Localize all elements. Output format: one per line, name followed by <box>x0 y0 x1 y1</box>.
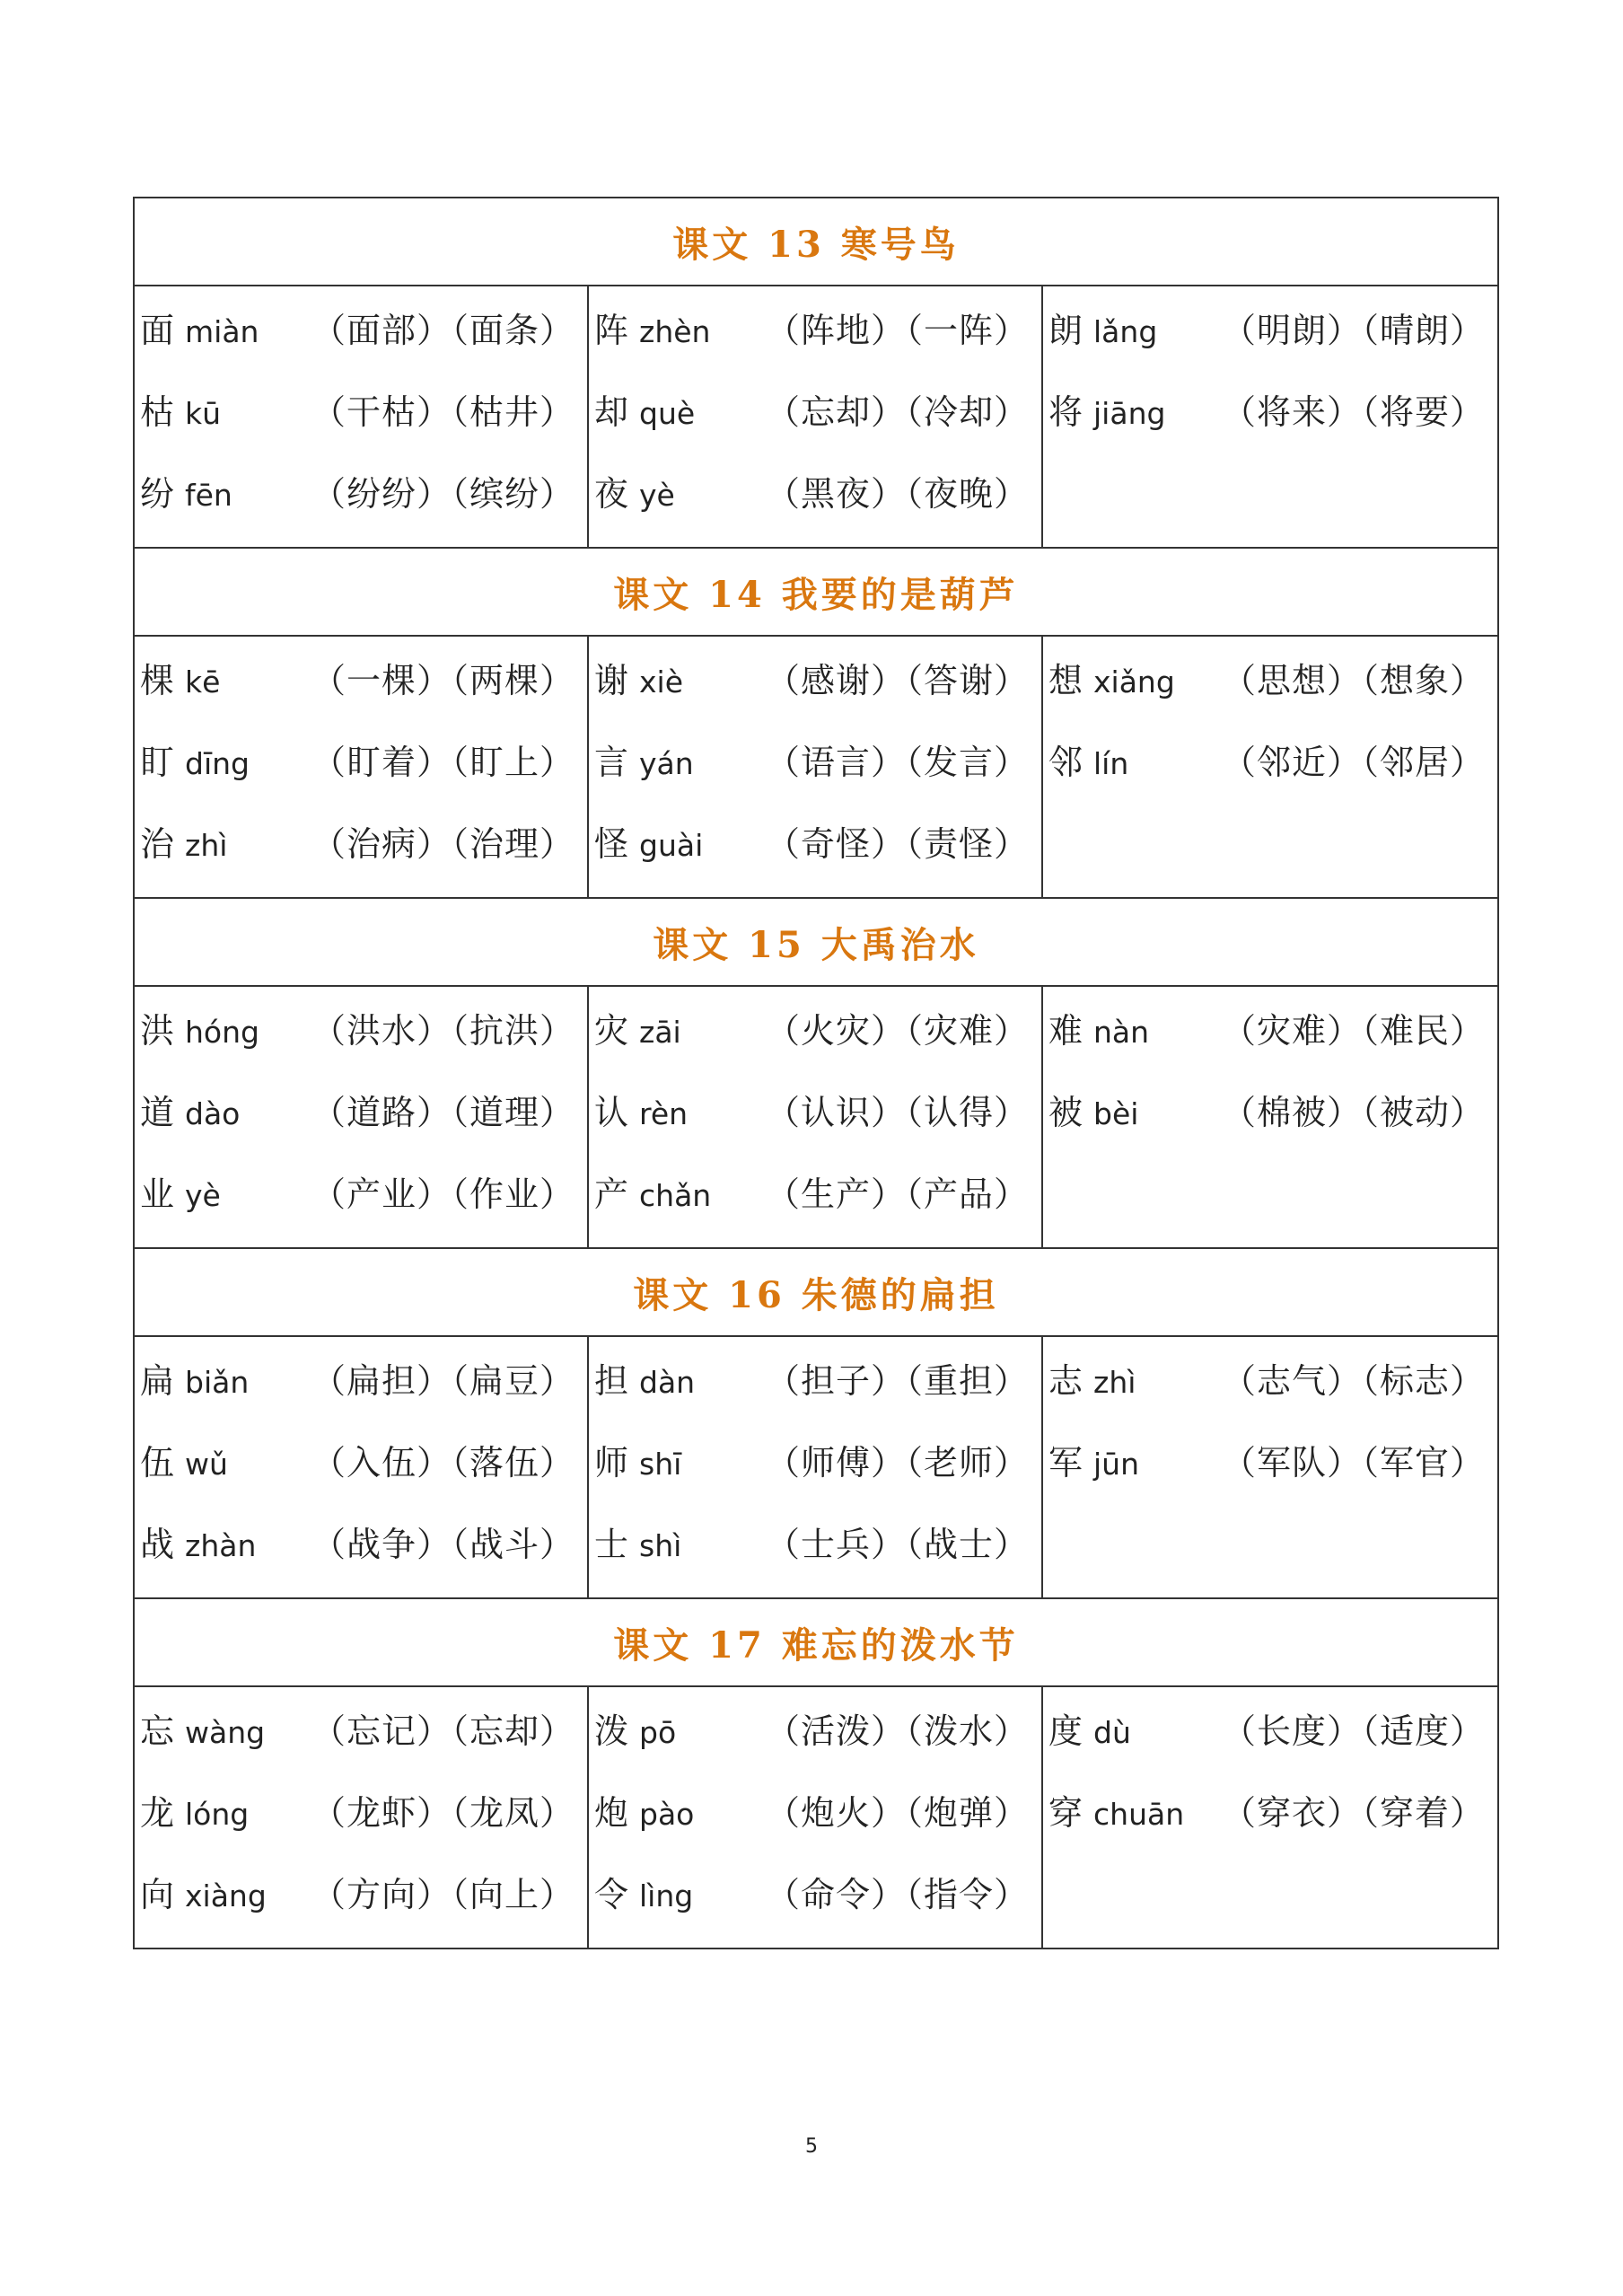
vocab-entry <box>1043 286 1497 368</box>
vocab-words: （方向）（向上） <box>311 1875 575 1914</box>
vocab-words: （忘却）（冷却） <box>765 392 1029 432</box>
vocab-words: （明朗）（晴朗） <box>1221 311 1485 350</box>
vocab-entry <box>135 286 587 368</box>
vocab-words: （思想）（想象） <box>1221 661 1485 700</box>
vocab-entry <box>135 718 587 800</box>
vocab-pinyin: shī <box>639 1447 682 1482</box>
vocab-entry <box>589 1500 1041 1582</box>
lesson-title-cell <box>134 1248 1498 1336</box>
vocab-words: （认识）（认得） <box>765 1093 1029 1132</box>
vocab-character: 穿 <box>1048 1793 1083 1833</box>
vocab-words: （命令）（指令） <box>765 1875 1029 1914</box>
character-group <box>140 1085 240 1134</box>
character-group <box>140 1003 259 1052</box>
vocab-pinyin: què <box>639 396 696 431</box>
vocab-words: （面部）（面条） <box>311 311 575 350</box>
vocab-pinyin: chuān <box>1093 1797 1185 1832</box>
character-group <box>1048 1785 1184 1834</box>
vocab-character: 将 <box>1048 392 1083 432</box>
vocab-entry <box>589 1419 1041 1500</box>
character-group <box>594 1785 694 1834</box>
vocab-words: （炮火）（炮弹） <box>765 1793 1029 1833</box>
character-group <box>140 303 259 352</box>
vocab-entry <box>135 800 587 882</box>
vocab-entry <box>589 718 1041 800</box>
vocab-character: 忘 <box>140 1711 175 1751</box>
vocab-words: （军队）（军官） <box>1221 1443 1485 1482</box>
character-group <box>594 1703 676 1753</box>
vocabulary-table <box>133 197 1499 1949</box>
vocab-words: （活泼）（泼水） <box>765 1711 1029 1751</box>
lesson-column <box>1042 286 1498 548</box>
vocab-words: （担子）（重担） <box>765 1361 1029 1401</box>
vocab-entry <box>589 1337 1041 1419</box>
character-group <box>594 466 675 515</box>
vocab-words: （扁担）（扁豆） <box>311 1361 575 1401</box>
vocab-character: 战 <box>140 1525 175 1564</box>
vocab-pinyin: xiǎng <box>1093 664 1175 699</box>
vocab-entry <box>135 1069 587 1150</box>
vocab-entry <box>135 1150 587 1232</box>
vocab-words: （一棵）（两棵） <box>311 661 575 700</box>
vocab-pinyin: miàn <box>185 314 259 349</box>
lesson-column <box>134 636 588 898</box>
lesson-title: 课文 16 朱德的扁担 <box>633 1273 999 1316</box>
vocab-pinyin: pō <box>639 1715 677 1750</box>
vocab-character: 伍 <box>140 1443 175 1482</box>
lesson-title-row <box>134 1598 1498 1686</box>
vocab-pinyin: yè <box>185 1178 221 1213</box>
vocab-entry <box>1043 637 1497 718</box>
vocab-pinyin: nàn <box>1093 1015 1150 1050</box>
vocab-entry <box>589 1150 1041 1232</box>
vocab-character: 夜 <box>594 474 629 514</box>
vocabulary-table-body <box>134 198 1498 1949</box>
vocab-pinyin: zhì <box>1093 1365 1136 1400</box>
vocab-character: 纷 <box>140 474 175 514</box>
vocab-character: 认 <box>594 1093 629 1132</box>
vocab-character: 扁 <box>140 1361 175 1401</box>
character-group <box>140 1517 256 1566</box>
lesson-title: 课文 14 我要的是葫芦 <box>613 573 1019 616</box>
vocab-pinyin: hóng <box>185 1015 259 1050</box>
vocab-entry <box>589 637 1041 718</box>
vocab-entry <box>589 987 1041 1069</box>
character-group <box>1048 1085 1138 1134</box>
vocab-words: （生产）（产品） <box>765 1174 1029 1214</box>
vocab-words: （将来）（将要） <box>1221 392 1485 432</box>
vocab-character: 灾 <box>594 1011 629 1051</box>
vocab-character: 军 <box>1048 1443 1083 1482</box>
lesson-title: 课文 13 寒号鸟 <box>672 223 960 266</box>
vocab-pinyin: zhàn <box>185 1528 257 1563</box>
character-group <box>1048 653 1175 702</box>
vocab-character: 朗 <box>1048 311 1083 350</box>
character-group <box>1048 1703 1131 1753</box>
vocab-entry <box>135 1687 587 1769</box>
vocab-entry <box>589 1851 1041 1932</box>
character-group <box>594 303 710 352</box>
vocab-pinyin: wàng <box>185 1715 266 1750</box>
vocab-character: 面 <box>140 311 175 350</box>
vocab-entry <box>1043 1337 1497 1419</box>
vocab-words: （邻近）（邻居） <box>1221 743 1485 782</box>
lesson-title-cell <box>134 548 1498 636</box>
vocab-pinyin: kū <box>185 396 222 431</box>
vocab-pinyin: shì <box>639 1528 682 1563</box>
vocab-character: 邻 <box>1048 743 1083 782</box>
vocab-character: 枯 <box>140 392 175 432</box>
vocab-pinyin: kē <box>185 664 221 699</box>
lesson-column <box>588 986 1042 1248</box>
character-group <box>594 816 703 866</box>
lesson-title-row <box>134 198 1498 286</box>
lesson-content-row <box>134 636 1498 898</box>
character-group <box>594 653 683 702</box>
vocab-words: （灾难）（难民） <box>1221 1011 1485 1051</box>
page-number: 5 <box>805 2135 818 2158</box>
vocab-entry <box>589 1069 1041 1150</box>
vocab-entry <box>135 637 587 718</box>
vocab-character: 棵 <box>140 661 175 700</box>
vocab-pinyin: jūn <box>1093 1447 1140 1482</box>
vocab-entry <box>589 1769 1041 1851</box>
vocab-entry <box>589 1687 1041 1769</box>
character-group <box>594 384 695 434</box>
lesson-title-row <box>134 548 1498 636</box>
vocab-pinyin: yán <box>639 746 694 781</box>
vocab-character: 阵 <box>594 311 629 350</box>
lesson-title-cell <box>134 1598 1498 1686</box>
vocab-pinyin: fēn <box>185 478 232 513</box>
character-group <box>140 735 250 784</box>
lesson-title-row <box>134 898 1498 986</box>
vocab-words: （治病）（治理） <box>311 824 575 864</box>
vocab-words: （忘记）（忘却） <box>311 1711 575 1751</box>
vocab-words: （长度）（适度） <box>1221 1711 1485 1751</box>
vocab-words: （纷纷）（缤纷） <box>311 474 575 514</box>
character-group <box>594 1003 681 1052</box>
lesson-column <box>134 1336 588 1598</box>
lesson-title-cell <box>134 898 1498 986</box>
vocab-character: 向 <box>140 1875 175 1914</box>
lesson-column <box>1042 1686 1498 1949</box>
vocab-pinyin: zhèn <box>639 314 711 349</box>
character-group <box>140 1435 228 1484</box>
vocab-pinyin: chǎn <box>639 1178 712 1213</box>
vocab-pinyin: xiàng <box>185 1878 267 1913</box>
vocab-entry <box>135 368 587 450</box>
vocab-entry <box>1043 1419 1497 1500</box>
lesson-title: 课文 15 大禹治水 <box>653 923 979 966</box>
character-group <box>594 1166 711 1216</box>
vocab-entry <box>589 368 1041 450</box>
lesson-column <box>134 286 588 548</box>
character-group <box>1048 735 1128 784</box>
character-group <box>1048 384 1165 434</box>
vocab-pinyin: rèn <box>639 1096 689 1131</box>
vocab-character: 盯 <box>140 743 175 782</box>
lesson-title: 课文 17 难忘的泼水节 <box>613 1623 1019 1667</box>
vocab-words: （士兵）（战士） <box>765 1525 1029 1564</box>
vocab-entry <box>135 450 587 532</box>
character-group <box>594 1353 695 1403</box>
vocab-pinyin: lǎng <box>1093 314 1158 349</box>
vocab-words: （奇怪）（责怪） <box>765 824 1029 864</box>
vocab-pinyin: guài <box>639 828 704 863</box>
vocab-character: 谢 <box>594 661 629 700</box>
character-group <box>140 816 227 866</box>
character-group <box>1048 1003 1149 1052</box>
vocab-pinyin: biǎn <box>185 1365 250 1400</box>
vocab-entry <box>1043 1069 1497 1150</box>
lesson-column <box>588 286 1042 548</box>
vocab-character: 难 <box>1048 1011 1083 1051</box>
lesson-content-row <box>134 286 1498 548</box>
vocab-pinyin: bèi <box>1093 1096 1139 1131</box>
character-group <box>594 1435 681 1484</box>
vocab-pinyin: xiè <box>639 664 684 699</box>
character-group <box>594 735 694 784</box>
vocab-entry <box>135 1500 587 1582</box>
vocab-words: （黑夜）（夜晚） <box>765 474 1029 514</box>
vocab-words: （感谢）（答谢） <box>765 661 1029 700</box>
vocab-words: （师傅）（老师） <box>765 1443 1029 1482</box>
character-group <box>594 1517 681 1566</box>
vocab-character: 治 <box>140 824 175 864</box>
character-group <box>140 1703 265 1753</box>
vocab-words: （战争）（战斗） <box>311 1525 575 1564</box>
lesson-title-cell <box>134 198 1498 286</box>
character-group <box>1048 1353 1136 1403</box>
vocab-character: 炮 <box>594 1793 629 1833</box>
vocab-words: （干枯）（枯井） <box>311 392 575 432</box>
lesson-title-row <box>134 1248 1498 1336</box>
vocab-entry <box>589 800 1041 882</box>
vocab-pinyin: lìng <box>639 1878 694 1913</box>
vocab-character: 想 <box>1048 661 1083 700</box>
lesson-column <box>1042 1336 1498 1598</box>
vocab-words: （洪水）（抗洪） <box>311 1011 575 1051</box>
vocab-entry <box>589 286 1041 368</box>
character-group <box>594 1867 693 1916</box>
vocab-pinyin: wǔ <box>185 1447 228 1482</box>
vocab-words: （棉被）（被动） <box>1221 1093 1485 1132</box>
vocab-words: （阵地）（一阵） <box>765 311 1029 350</box>
vocab-words: （火灾）（灾难） <box>765 1011 1029 1051</box>
character-group <box>140 1867 267 1916</box>
vocab-pinyin: lín <box>1093 746 1129 781</box>
character-group <box>140 466 232 515</box>
lesson-column <box>588 636 1042 898</box>
lesson-column <box>134 1686 588 1949</box>
vocab-words: （志气）（标志） <box>1221 1361 1485 1401</box>
vocab-words: （产业）（作业） <box>311 1174 575 1214</box>
vocab-pinyin: pào <box>639 1797 695 1832</box>
character-group <box>1048 303 1157 352</box>
vocab-character: 洪 <box>140 1011 175 1051</box>
vocab-pinyin: lóng <box>185 1797 250 1832</box>
vocab-words: （语言）（发言） <box>765 743 1029 782</box>
character-group <box>594 1085 688 1134</box>
vocab-pinyin: dào <box>185 1096 241 1131</box>
vocab-entry <box>1043 1769 1497 1851</box>
vocab-words: （穿衣）（穿着） <box>1221 1793 1485 1833</box>
vocab-entry <box>135 1337 587 1419</box>
vocab-entry <box>1043 1687 1497 1769</box>
vocab-words: （龙虾）（龙凤） <box>311 1793 575 1833</box>
vocab-entry <box>135 1851 587 1932</box>
vocab-pinyin: dīng <box>185 746 250 781</box>
vocab-pinyin: dù <box>1093 1715 1131 1750</box>
vocab-character: 担 <box>594 1361 629 1401</box>
character-group <box>140 1166 221 1216</box>
lesson-column <box>1042 636 1498 898</box>
vocab-character: 师 <box>594 1443 629 1482</box>
vocab-character: 泼 <box>594 1711 629 1751</box>
vocab-character: 度 <box>1048 1711 1083 1751</box>
vocab-character: 士 <box>594 1525 629 1564</box>
vocab-pinyin: zhì <box>185 828 228 863</box>
vocab-words: （盯着）（盯上） <box>311 743 575 782</box>
vocab-pinyin: jiāng <box>1093 396 1166 431</box>
character-group <box>140 653 220 702</box>
lesson-column <box>588 1336 1042 1598</box>
character-group <box>140 1353 249 1403</box>
vocab-words: （入伍）（落伍） <box>311 1443 575 1482</box>
vocab-entry <box>1043 718 1497 800</box>
lesson-content-row <box>134 986 1498 1248</box>
vocab-character: 龙 <box>140 1793 175 1833</box>
lesson-column <box>1042 986 1498 1248</box>
vocab-entry <box>135 1419 587 1500</box>
vocab-entry <box>1043 987 1497 1069</box>
vocab-pinyin: zāi <box>639 1015 681 1050</box>
character-group <box>140 1785 249 1834</box>
vocab-character: 却 <box>594 392 629 432</box>
vocab-character: 志 <box>1048 1361 1083 1401</box>
vocab-character: 令 <box>594 1875 629 1914</box>
vocab-entry <box>1043 368 1497 450</box>
character-group <box>140 384 221 434</box>
vocab-words: （道路）（道理） <box>311 1093 575 1132</box>
character-group <box>1048 1435 1139 1484</box>
vocab-character: 怪 <box>594 824 629 864</box>
lesson-content-row <box>134 1336 1498 1598</box>
vocab-character: 被 <box>1048 1093 1083 1132</box>
vocab-character: 业 <box>140 1174 175 1214</box>
vocab-pinyin: dàn <box>639 1365 696 1400</box>
vocab-entry <box>589 450 1041 532</box>
vocab-entry <box>135 1769 587 1851</box>
vocab-pinyin: yè <box>639 478 675 513</box>
vocab-character: 道 <box>140 1093 175 1132</box>
vocab-character: 言 <box>594 743 629 782</box>
lesson-column <box>134 986 588 1248</box>
vocab-character: 产 <box>594 1174 629 1214</box>
vocab-entry <box>135 987 587 1069</box>
lesson-column <box>588 1686 1042 1949</box>
lesson-content-row <box>134 1686 1498 1949</box>
